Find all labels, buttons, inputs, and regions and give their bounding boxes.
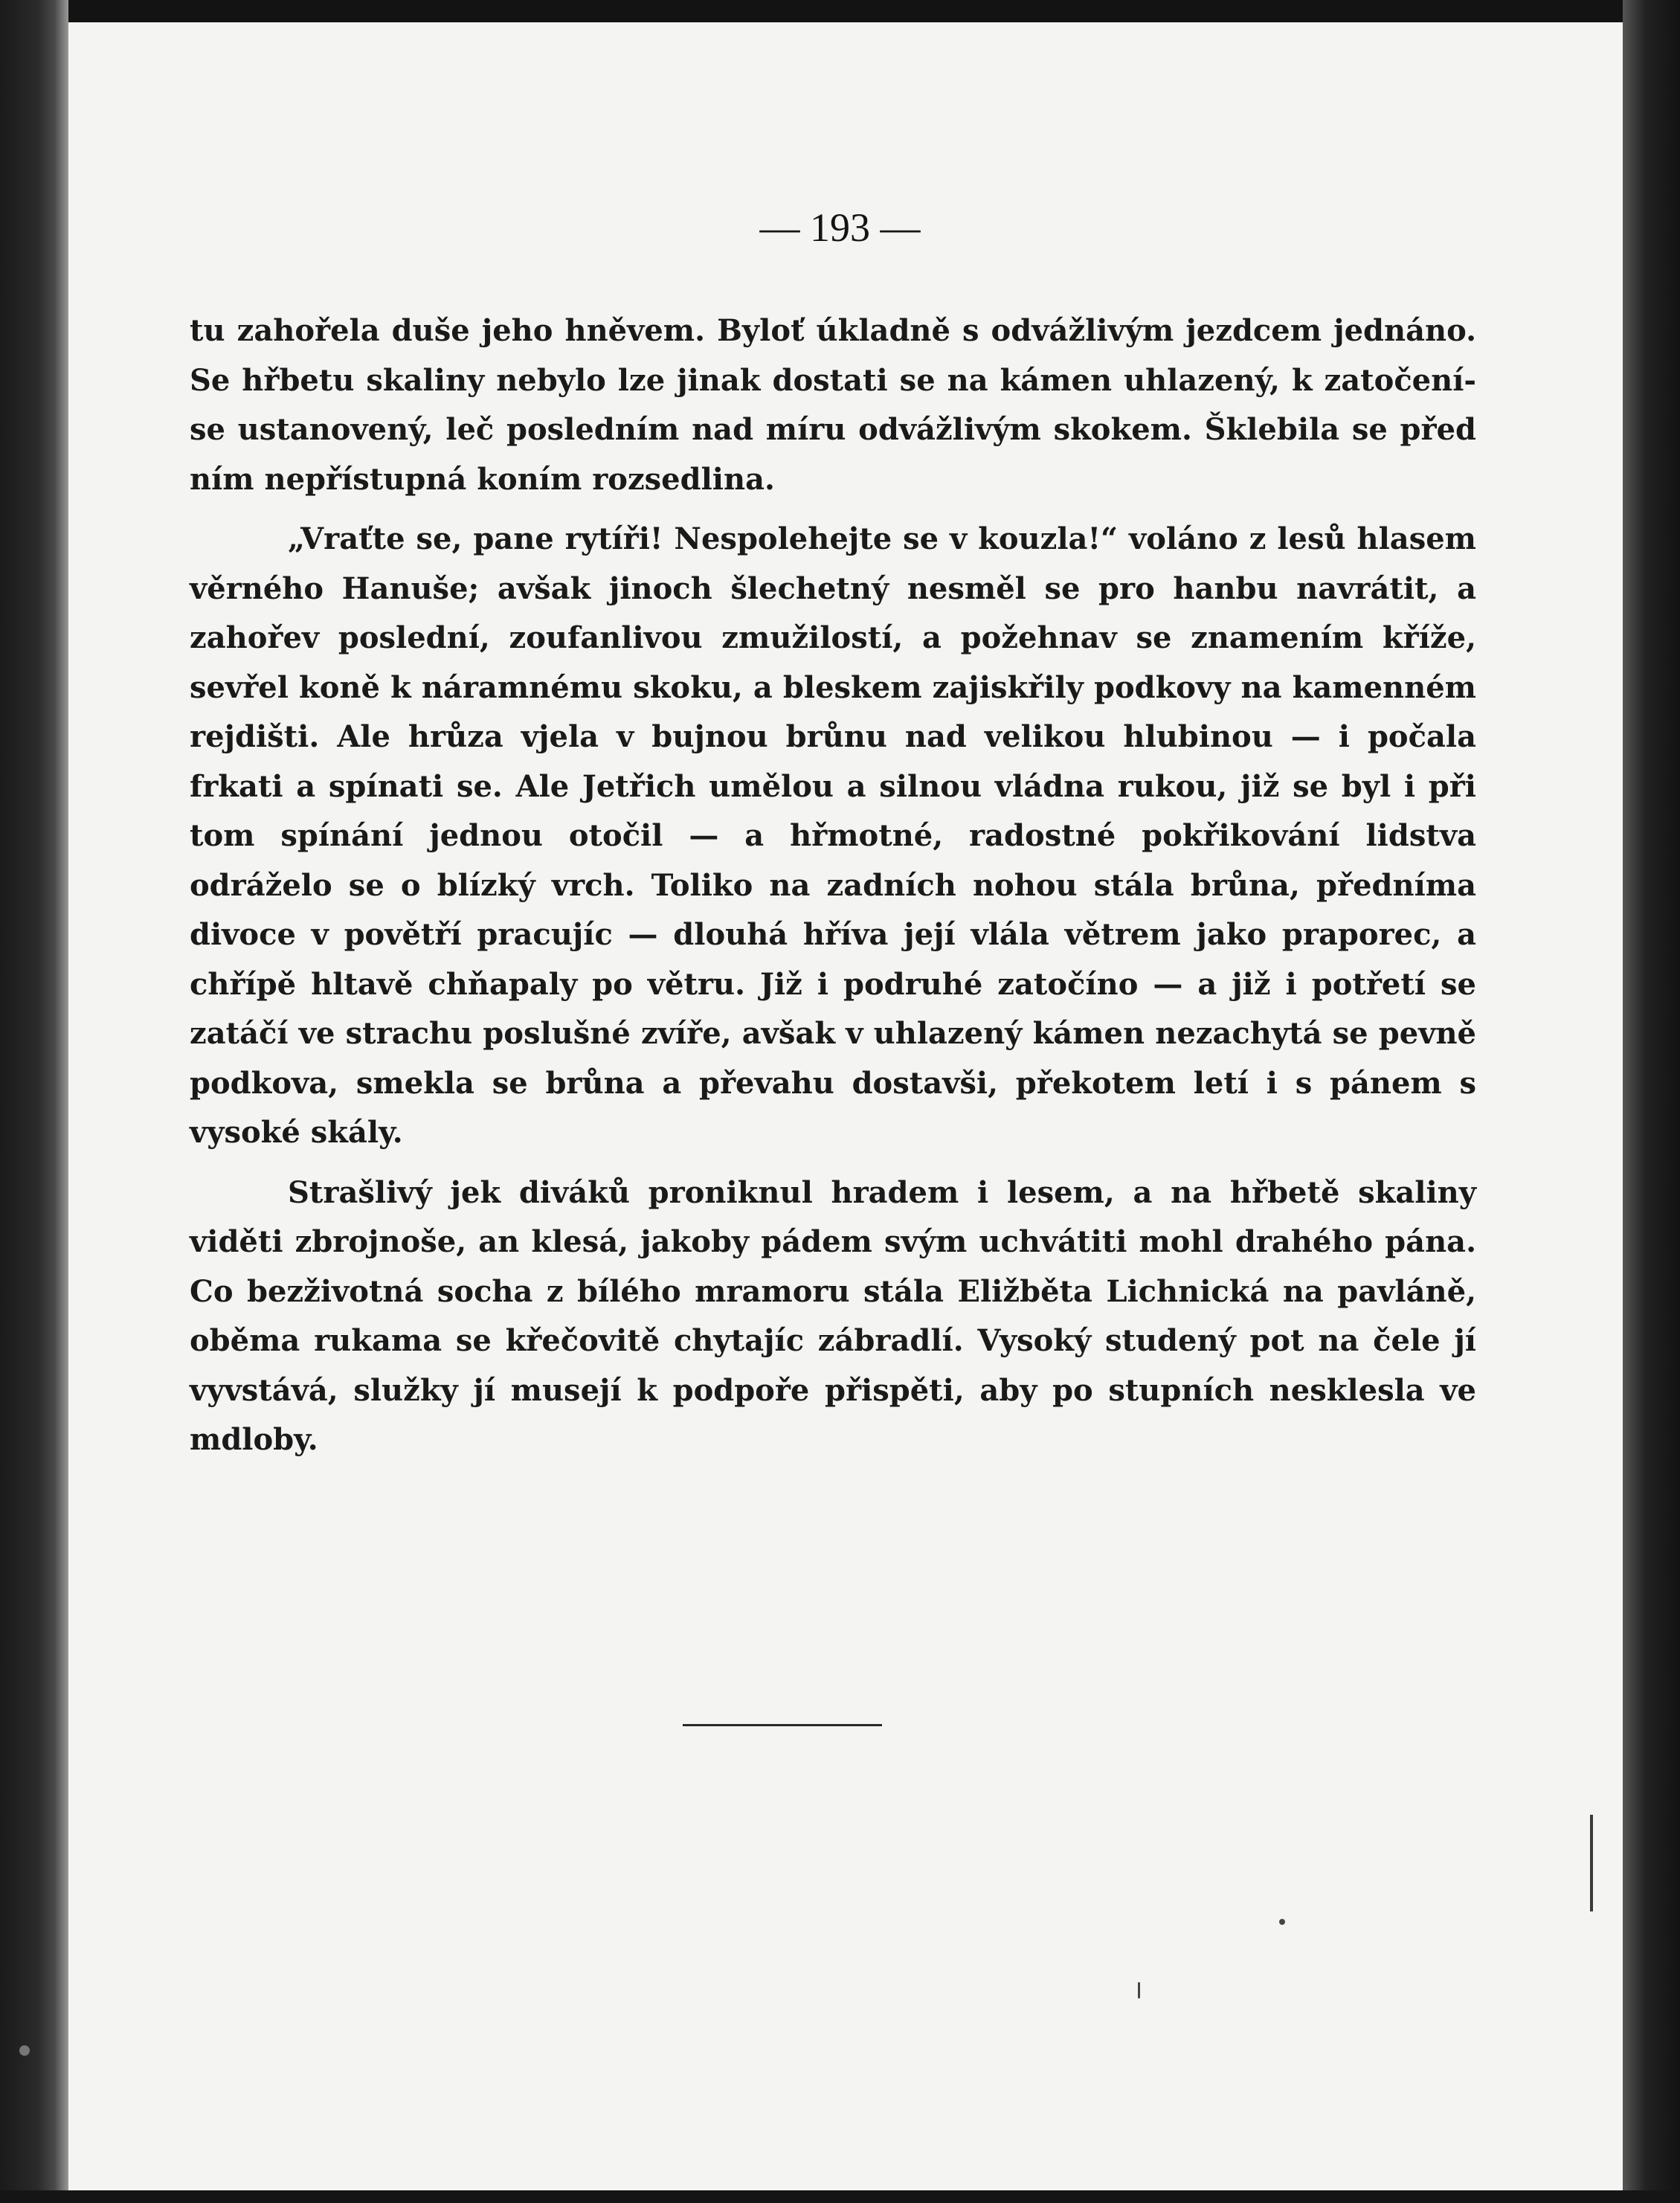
body-text <box>190 306 1476 1476</box>
scan-edge-right <box>1623 0 1680 2203</box>
dust-speck <box>19 2045 30 2056</box>
scan-edge-top <box>0 0 1680 22</box>
scan-edge-bottom <box>0 2190 1680 2203</box>
paragraph-3: Strašlivý jek diváků proniknul hradem i lesem, a na hřbetě skaliny viděti zbrojnoše, an klesá, jakoby pádem svým uchvátiti mohl drahého pána. Co bezživotná socha z bílého mramoru stála Eližběta Lichnická na pavláně, oběma rukama se křečovitě chytajíc zábradlí. Vysoký studený pot na čele jí vyvstává, služky jí musejí k podpoře přispěti, aby po stupních nesklesla ve mdloby. <box>190 1174 1476 1457</box>
paragraph-2: „Vraťte se, pane rytíři! Nespolehejte se v kouzla!“ voláno z lesů hlasem věrného Hanuše; avšak jinoch šlechetný nesměl se pro hanbu navrátit, a zahořev poslední, zoufanlivou zmužilostí, a požehnav se znamením kříže, sevřel koně k náramnému skoku, a bleskem zajiskřily podkovy na kamenném rejdišti. Ale hrůza vjela v bujnou brůnu nad velikou hlubinou — i počala frkati a spínati se. Ale Jetřich umělou a silnou vládna rukou, již se byl i při tom spínání jednou otočil — a hřmotné, radostné pokřikování lidstva odráželo se o blízký vrch. Toliko na zadních nohou stála brůna, předníma divoce v povětří pracujíc — dlouhá hříva její vlála větrem jako praporec, a chřípě hltavě chňapaly po větru. Již i podruhé zatočíno — a již i potřetí se zatáčí ve strachu poslušné zvíře, avšak v uhlazený kámen nezachytá se pevně podkova, smekla se brůna a převahu dostavši, překotem letí i s pánem s vysoké skály. <box>190 521 1476 1150</box>
dust-speck <box>1138 1982 1140 1998</box>
page-number: — 193 — <box>759 205 921 250</box>
binding-edge <box>0 0 68 2203</box>
end-rule <box>683 1724 882 1726</box>
crease-mark <box>1590 1815 1593 1911</box>
dust-speck <box>1279 1919 1285 1925</box>
paragraph-1: tu zahořela duše jeho hněvem. Byloť úkladně s odvážlivým jezdcem jednáno. Se hřbetu skaliny nebylo lze jinak dostati se na kámen uhlazený, k zatočení-se ustanovený, leč posledním nad míru odvážlivým skokem. Šklebila se před ním nepřístupná koním rozsedlina. <box>190 313 1476 497</box>
